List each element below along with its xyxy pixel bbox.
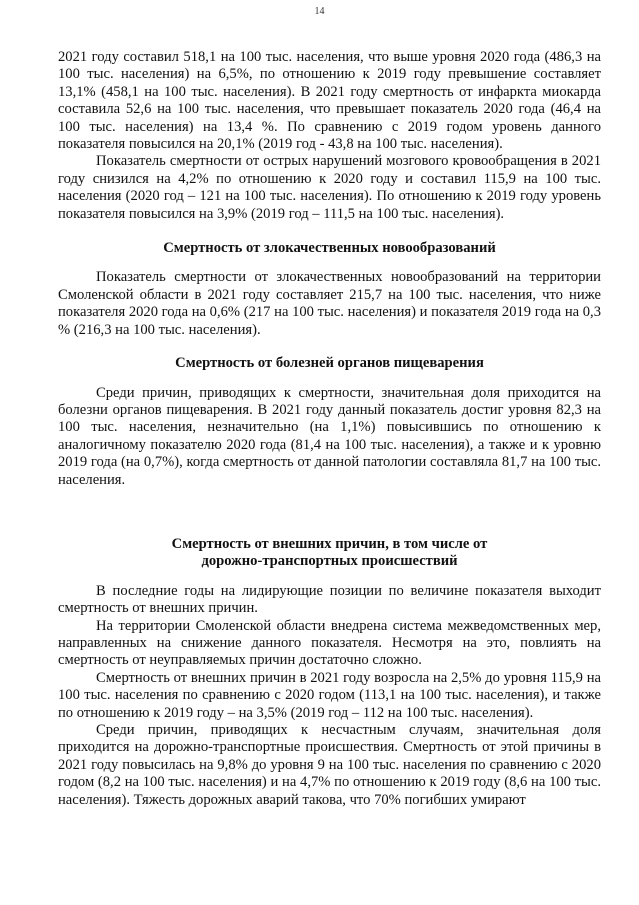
heading-line-1: Смертность от внешних причин, в том числе от [171,535,488,552]
page-number: 14 [314,6,325,17]
paragraph-continuation: 2021 году составил 518,1 на 100 тыс. населения, что выше уровня 2020 года (486,3 на 100 тыс. населения) на 6,5%, по отношению к 2019 году превышение составляет 13,1% (458,1 на 100 тыс. населения). В 2021 году смертность от инфаркта миокарда составила 52,6 на 100 тыс. населения, что превышает показатель 2020 года (46,4 на 100 тыс. населения) на 13,4 %. По сравнению с 2019 годом уровень данного показателя повысился на 20,1% (2019 год - 43,8 на 100 тыс. населения). [58,49,601,153]
paragraph-neoplasms: Показатель смертности от злокачественных новообразований на территории Смоленской области в 2021 году составляет 215,7 на 100 тыс. населения, что ниже показателя 2020 года на 0,6% (217 на 100 тыс. населения) и показателя 2019 года на 0,3 % (216,3 на 100 тыс. населения). [58,269,601,338]
paragraph-stroke-mortality: Показатель смертности от острых нарушений мозгового кровообращения в 2021 году снизился на 4,2% по отношению к 2020 году и составил 115,9 на 100 тыс. населения (2020 год – 121 на 100 тыс. населения). По отношению к 2019 году уровень показателя повысился на 3,9% (2019 год – 111,5 на 100 тыс. населения). [58,153,601,222]
section-heading-neoplasms: Смертность от злокачественных новообразований [163,240,496,257]
paragraph-external-leading: В последние годы на лидирующие позиции по величине показателя выходит смертность от внешних причин. [58,582,601,617]
document-body [58,49,601,809]
paragraph-external-rate: Смертность от внешних причин в 2021 году возросла на 2,5% до уровня 115,9 на 100 тыс. населения по сравнению с 2020 годом (113,1 на 100 тыс. населения), и также по отношению к 2019 году – на 3,5% (2019 год – 112 на 100 тыс. населения). [58,669,601,721]
paragraph-interagency-measures: На территории Смоленской области внедрена система межведомственных мер, направленных на снижение данного показателя. Несмотря на это, повлиять на смертность от неуправляемых причин достаточно сложно. [58,617,601,669]
paragraph-road-accidents: Среди причин, приводящих к несчастным случаям, значительная доля приходится на дорожно-транспортные происшествия. Смертность от этой причины в 2021 году повысилась на 9,8% до уровня 9 на 100 тыс. населения по сравнению с 2020 годом (8,2 на 100 тыс. населения) и на 4,7% по отношению к 2019 году (8,6 на 100 тыс. населения). Тяжесть дорожных аварий такова, что 70% погибших умирают [58,722,601,808]
section-heading-external-causes [58,536,601,571]
heading-line-2: дорожно-транспортных происшествий [201,553,458,570]
section-heading-digestive: Смертность от болезней органов пищеварения [175,355,484,372]
paragraph-digestive: Среди причин, приводящих к смертности, значительная доля приходится на болезни органов пищеварения. В 2021 году данный показатель достиг уровня 82,3 на 100 тыс. населения, незначительно (на 1,1%) повысившись по отношению к аналогичному показателю 2020 года (81,4 на 100 тыс. населения), а также и к уровню 2019 года (на 0,7%), когда смертность от данной патологии составляла 81,7 на 100 тыс. населения. [58,384,601,488]
